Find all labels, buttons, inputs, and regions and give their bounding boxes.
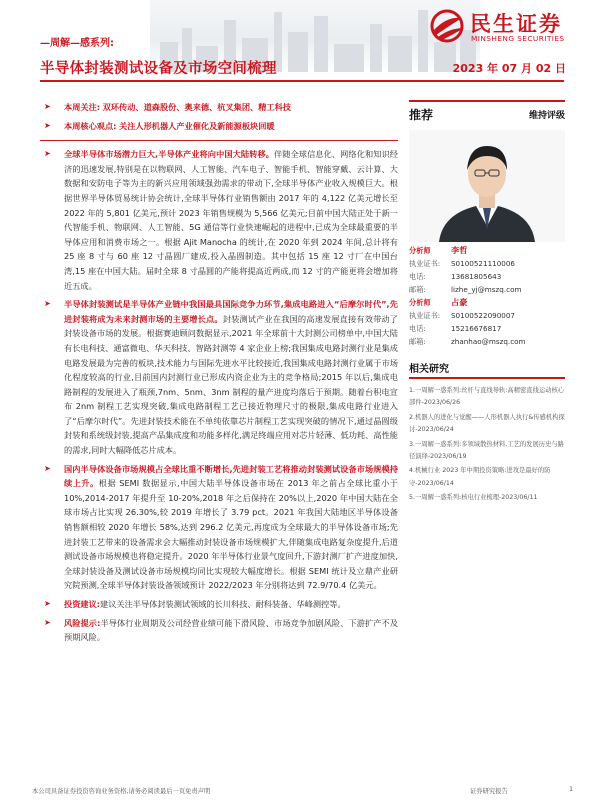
analyst-name: 占豪 (451, 297, 468, 307)
analyst-list (409, 244, 565, 348)
report-series: —周解—感系列: (40, 38, 114, 49)
section-divider (40, 140, 398, 141)
paragraph-packaging: ➤ 半导体封装测试是半导体产业链中我国最具国际竞争力环节,集成电路进入“后摩尔时代”,先进封装将成为未来封测市场的主要增长点。封装测试产业在我国的高速发展直接有效带动了封装设备市场的发展。根据赛迪顾问数据显示,2021 年全球前十大封测公司榜单中,中国大陆有长电科技、通富微电、华天科技、智路封测等 4 家企业上榜;我国集成电路封测行业是集成电路发展最为完善的板块,技术能力与国际先进水平比较接近,我国集成电路封测行业属于市场化程度较高的行业,目前国内封测行业已形成内资企业为主的竞争格局;2015 年以后,集成电路制程的发展进入了瓶颈,7nm、5nm、3nm 制程的量产进度均落后于预期。随着台积电宣布 2nm 制程工艺实现突破,集成电路制程工艺已接近物理尺寸的极限,集成电路行业进入了“后摩尔时代”。先进封装技术能在不单纯依靠芯片制程工艺实现突破的情况下,通过晶圆级封装和系统级封装,提高产品集成度和功能多样化,满足终端应用对芯片轻薄、低功耗、高性能的需求,同时大幅降低芯片成本。 (44, 299, 398, 456)
recommendation-label: 推荐 (409, 107, 434, 122)
related-research-title: 相关研究 (409, 360, 565, 379)
logo-english-name: MINSHENG SECURITIES (471, 34, 565, 43)
related-research-link[interactable]: 4.机械行业 2023 年中期投资策略:进攻是最好的防守-2023/06/14 (409, 467, 551, 487)
core-view: ➤ 本周核心观点: 关注人形机器人产业催化及新能源板块回暖 (40, 119, 398, 134)
arrow-bullet-icon: ➤ (44, 149, 51, 159)
recommendation-bar (409, 100, 565, 126)
arrow-bullet-icon: ➤ (44, 299, 51, 309)
page-number: 1 (569, 786, 574, 793)
analyst-email-link[interactable]: zhanhao@mszq.com (451, 337, 526, 346)
investment-advice: ➤ 投资建议:建议关注半导体封装测试领域的长川科技、耐科装备、华峰测控等。 (40, 597, 398, 612)
main-content (40, 100, 398, 649)
report-header (0, 0, 600, 92)
footer-report-type: 证券研究报告 (470, 788, 508, 795)
arrow-bullet-icon: ➤ (44, 120, 51, 130)
arrow-bullet-icon: ➤ (44, 599, 51, 608)
logo-mark-icon (428, 8, 468, 44)
analyst-photo (409, 130, 565, 242)
related-research-link[interactable]: 3.一周解一惑系列:多领域散热材料,工艺的发展历史与路径演绎-2023/06/19 (409, 440, 564, 461)
related-research-link[interactable]: 1.一周解一惑系列:丝杆与直线导轨:高精密直线运动核心部件-2023/06/26 (409, 387, 565, 407)
footer-disclaimer: 本公司具备证券投资咨询业务资格,请务必阅读最后一页免责声明 (32, 788, 211, 795)
logo-chinese-name: 民生证券 (470, 12, 562, 36)
arrow-bullet-icon: ➤ (44, 617, 51, 627)
rating-label: 维持评级 (528, 110, 565, 121)
related-research-list (409, 385, 565, 505)
sidebar (409, 100, 565, 507)
related-research-link[interactable]: 5.一周解一惑系列:核电行业梳理-2023/06/11 (409, 494, 538, 502)
paragraph-market: ➤ 全球半导体市场潜力巨大,半导体产业将向中国大陆转移。伴随全球信息化、网络化和知识经济的迅速发展,特别是在以物联网、人工智能、汽车电子、智能手机、智能穿戴、云计算、大数据和安防电子等为主的新兴应用领域强劲需求的带动下,全球半导体产业收入规模巨大。根据世界半导体贸易统计协会统计,全球半导体行业销售额由 2017 年的 4,122 亿美元增长至 2022 年的 5,801 亿美元,预计 2023 年销售规模为 5,566 亿美元;目前中国大陆正处于新一代智能手机、物联网、人工智能、5G 通信等行业快速崛起的进程中,已成为全球最重要的半导体应用和消费市场之一。根据 Ajit Manocha 的统计,在 2020 年到 2024 年间,总计将有 25 座 8 寸与 60 座 12 寸晶圆厂建成,投入晶圆制造。其中包括 15 座 12 寸厂在中国台湾,15 座在中国大陆。届时全球 8 寸晶圆的产能将提高近两成,而 12 寸的产能更将会增加将近五成。 (44, 149, 398, 291)
report-title: 半导体封装测试设备及市场空间梳理 (40, 61, 277, 77)
analyst-card: 分析师 占豪 执业证书: S0100522090007 电话: 15216676817 邮箱: zhanhao@mszq.com (409, 297, 526, 346)
arrow-bullet-icon: ➤ (44, 463, 51, 473)
analyst-name: 李哲 (451, 245, 468, 255)
analyst-email-link[interactable]: lizhe_yj@mszq.com (451, 285, 522, 294)
arrow-bullet-icon: ➤ (44, 102, 51, 111)
risk-warning: ➤ 风险提示:半导体行业周期及公司经营业绩可能下滑风险、市场竞争加剧风险、下游扩产不及预期风险。 (44, 617, 398, 643)
title-divider (40, 80, 564, 82)
analyst-card: 分析师 李哲 执业证书: S0100521110006 电话: 13681805643 邮箱: lizhe_yj@mszq.com (409, 245, 522, 294)
analyst-portrait-icon (409, 130, 565, 242)
related-research-link[interactable]: 2.机器人的进化与觉醒——人形机器人执行&传感机构探讨-2023/06/24 (409, 413, 565, 434)
company-logo (428, 8, 588, 44)
weekly-focus: ➤ 本周关注: 双环传动、道森股份、奥来德、杭叉集团、精工科技 (40, 100, 398, 115)
report-date: 2023 年 07 月 02 日 (452, 62, 566, 75)
paragraph-equipment: ➤ 国内半导体设备市场规模占全球比重不断增长,先进封装工艺将推动封装测试设备市场规模持续上升。根据 SEMI 数据显示,中国大陆半导体设备市场在 2013 年之前占全球比重小于 10%,2014-2017 年提升至 10-20%,2018 年之后保持在 20%以上,2020 年中国大陆在全球市场占比实现 26.30%,较 2019 年增长了 3.79 pct。2021 年我国大陆地区半导体设备销售额相较 2020 年增长 58%,达到 296.2 亿美元,再度成为全球最大的半导体设备市场;先进封装工艺带来的设备需求会大幅推动封装设备市场规模扩大,伴随集成电路复杂度提升,后道测试设备市场规模也将稳定提升。2020 年半导体行业景气度回升,下游封测厂扩产进度加快,全球封装设备及测试设备市场规模均同比实现较大幅度增长。根据 SEMI 统计及立鼎产业研究院预测,全球半导体封装设备领域预计 2022/2023 年分别将达到 72.9/70.4 亿美元。 (44, 463, 398, 591)
